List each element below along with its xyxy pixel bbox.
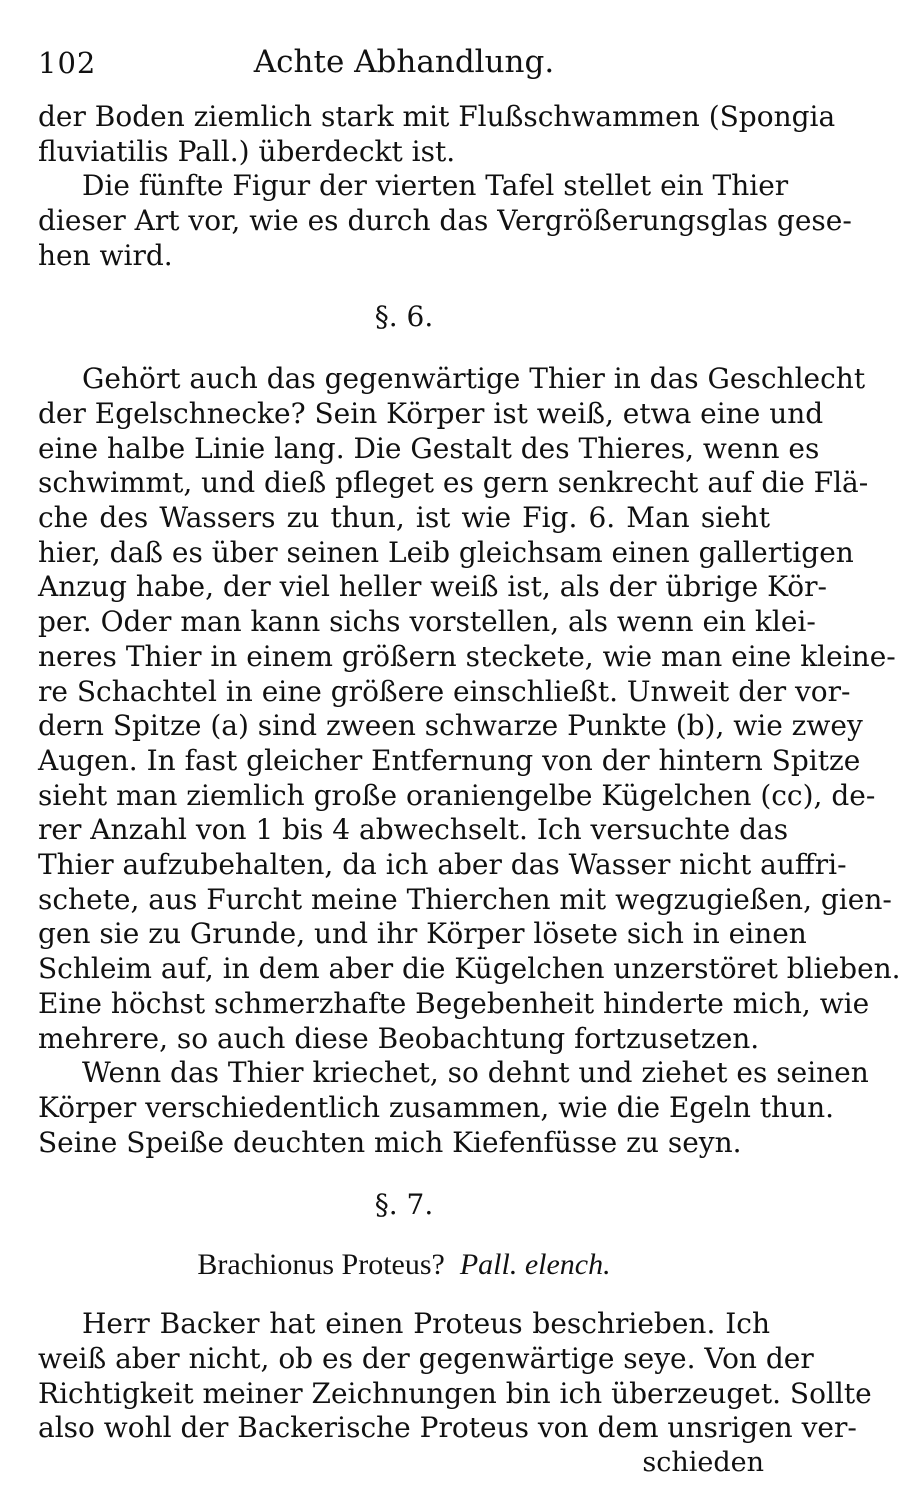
section-heading-6: §. 6. <box>374 299 434 333</box>
text-line: mehrere, so auch diese Beobachtung fortzusetzen. <box>38 1021 760 1055</box>
page-number: 102 <box>38 46 97 80</box>
text-line: schete, aus Furcht meine Thierchen mit wegzugießen, gien- <box>38 882 892 916</box>
page-header <box>38 40 770 100</box>
text-line: schwimmt, und dieß pfleget es gern senkrecht auf die Flä- <box>38 466 869 500</box>
text-line: Richtigkeit meiner Zeichnungen bin ich überzeuget. Sollte <box>38 1376 872 1410</box>
catchword: schieden <box>642 1446 764 1478</box>
paragraph-crawling <box>38 1056 869 1160</box>
species-name: Brachionus Proteus? <box>197 1248 445 1282</box>
species-reference: Pall. elench. <box>459 1248 611 1282</box>
text-line: dieser Art vor, wie es durch das Vergrößerungsglas gese- <box>38 204 852 238</box>
paragraph-section-6 <box>38 362 901 1056</box>
text-line: rer Anzahl von 1 bis 4 abwechselt. Ich versuchte das <box>38 813 789 847</box>
text-line: hen wird. <box>38 238 173 272</box>
text-line: also wohl der Backerische Proteus von dem unsrigen ver- <box>38 1411 857 1445</box>
text-line: Wenn das Thier kriechet, so dehnt und ziehet es seinen <box>82 1056 869 1090</box>
text-line: re Schachtel in eine größere einschließt. Unweit der vor- <box>38 674 851 708</box>
text-line: der Boden ziemlich stark mit Flußschwammen (Spongia <box>38 100 836 133</box>
text-line: Thier aufzubehalten, da ich aber das Wasser nicht auffri- <box>38 848 847 882</box>
text-line: weiß aber nicht, ob es der gegenwärtige seye. Von der <box>38 1341 814 1375</box>
text-line: Schleim auf, in dem aber die Kügelchen unzerstöret blieben. <box>38 952 901 986</box>
text-line: Anzug habe, der viel heller weiß ist, als der übrige Kör- <box>38 570 827 604</box>
text-line: fluviatilis Pall.) überdeckt ist. <box>38 134 456 168</box>
text-line: Eine höchst schmerzhafte Begebenheit hinderte mich, wie <box>38 986 870 1020</box>
text-line: Seine Speiße deuchten mich Kiefenfüsse zu seyn. <box>38 1125 742 1159</box>
paragraph-section-7 <box>38 1307 872 1446</box>
text-line: Augen. In fast gleicher Entfernung von der hintern Spitze <box>38 743 861 777</box>
section-heading-7: §. 7. <box>374 1188 434 1222</box>
paragraph-continuation <box>38 100 836 169</box>
species-title <box>38 1245 770 1285</box>
text-line: Körper verschiedentlich zusammen, wie die Egeln thun. <box>38 1090 835 1124</box>
text-line: per. Oder man kann sichs vorstellen, als wenn ein klei- <box>38 605 816 639</box>
text-line: che des Wassers zu thun, ist wie Fig. 6. Man sieht <box>38 501 770 535</box>
paragraph-figure-five <box>38 169 852 273</box>
running-head: Achte Abhandlung. <box>253 44 555 80</box>
text-line: sieht man ziemlich große oraniengelbe Kügelchen (cc), de- <box>38 778 876 812</box>
text-line: hier, daß es über seinen Leib gleichsam einen gallertigen <box>38 535 854 569</box>
text-line: eine halbe Linie lang. Die Gestalt des Thieres, wenn es <box>38 431 820 465</box>
text-line: dern Spitze (a) sind zween schwarze Punkte (b), wie zwey <box>38 709 863 743</box>
text-line: neres Thier in einem größern steckete, wie man eine kleine- <box>38 639 896 673</box>
text-line: Gehört auch das gegenwärtige Thier in das Geschlecht <box>82 362 866 396</box>
text-line: Herr Backer hat einen Proteus beschrieben. Ich <box>82 1307 770 1341</box>
text-line: der Egelschnecke? Sein Körper ist weiß, etwa eine und <box>38 396 824 430</box>
text-line: gen sie zu Grunde, und ihr Körper lösete sich in einen <box>38 917 807 951</box>
text-line: Die fünfte Figur der vierten Tafel stellet ein Thier <box>82 169 789 203</box>
